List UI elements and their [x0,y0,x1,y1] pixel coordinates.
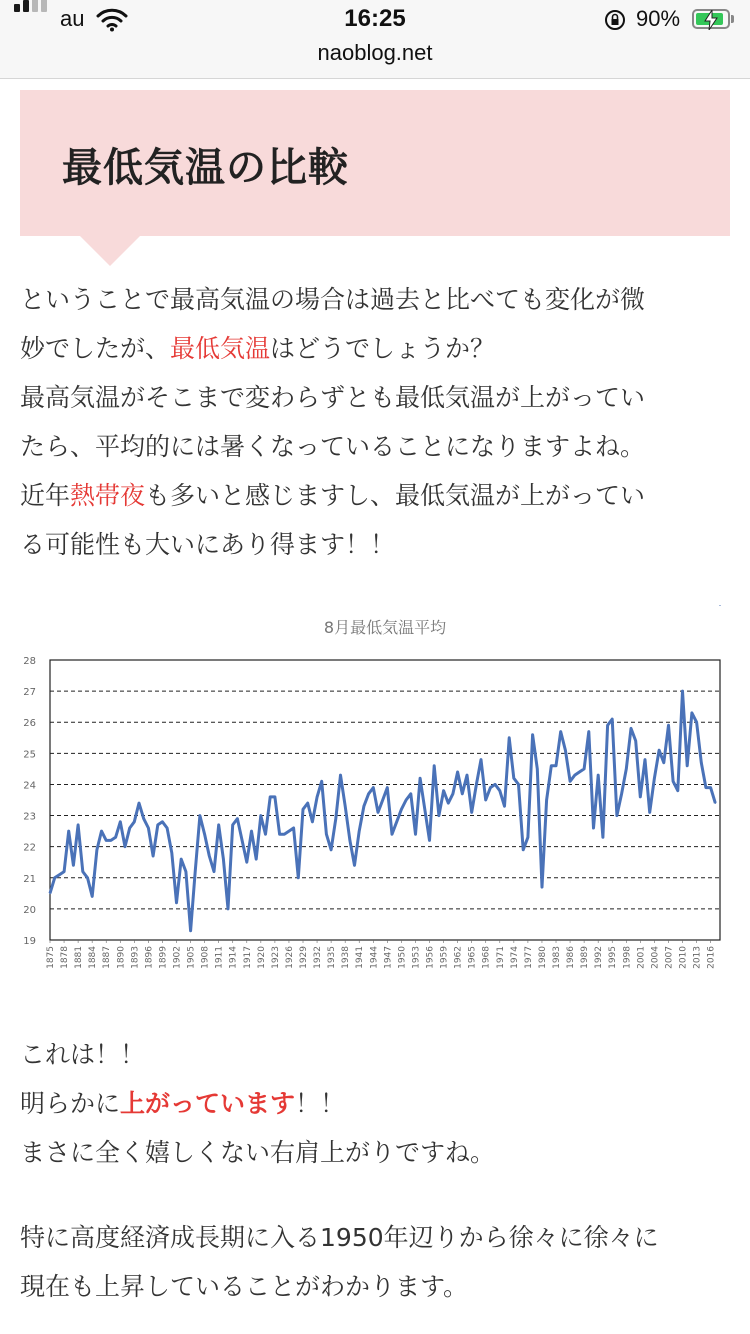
x-tick-label: 1995 [608,946,619,969]
x-tick-label: 1926 [284,946,295,969]
data-point [649,812,651,814]
x-tick-label: 1965 [467,946,478,969]
x-tick-label: 1917 [242,946,253,969]
data-point [162,821,164,823]
data-point [476,784,478,786]
data-point [105,840,107,842]
x-tick-label: 1914 [228,946,239,969]
data-point [616,815,618,817]
data-point [157,824,159,826]
data-point [110,840,112,842]
data-point [494,784,496,786]
data-point [134,821,136,823]
data-point [565,749,567,751]
x-tick-label: 1956 [425,946,436,969]
x-tick-label: 1992 [594,946,605,969]
charging-bolt-icon [704,10,718,30]
data-point [63,871,65,873]
data-point [551,765,553,767]
text-line: 現在も上昇していることがわかります。 [20,1272,469,1301]
data-point [180,858,182,860]
data-point [340,774,342,776]
browser-url-bar[interactable] [0,40,750,79]
data-point [283,833,285,835]
data-point [204,833,206,835]
data-point [546,799,548,801]
text-line: 近年 [20,481,71,510]
data-point [536,768,538,770]
data-point [640,796,642,798]
data-point [87,877,89,879]
text-line: 明らかに [20,1089,121,1118]
orientation-lock-icon [604,9,626,31]
x-tick-label: 1974 [509,946,520,969]
data-point [260,815,262,817]
data-point [527,837,529,839]
text-line: たら、平均的には暑くなっていることになりますよね。 [20,432,646,461]
x-tick-label: 1989 [580,946,591,969]
data-point [171,852,173,854]
data-point [658,749,660,751]
series-line [50,691,715,931]
x-tick-label: 1887 [102,946,113,969]
data-point [232,824,234,826]
data-point [246,861,248,863]
highlight-min-temp: 最低気温 [170,334,271,363]
text-line: 特に高度経済成長期に入る1950年辺りから徐々に徐々に [20,1223,659,1252]
data-point [223,858,225,860]
x-tick-label: 1980 [537,946,548,969]
url-text[interactable]: naoblog.net [317,40,433,65]
data-point [555,765,557,767]
x-tick-label: 1944 [369,946,380,969]
x-tick-label: 2010 [678,946,689,969]
x-tick-label: 1890 [116,946,127,969]
text-line: る可能性も大いにあり得ます！！ [20,530,396,559]
data-point [654,777,656,779]
data-point [644,759,646,761]
x-tick-label: 1977 [523,946,534,969]
data-point [447,802,449,804]
data-point [607,725,609,727]
data-point [124,846,126,848]
data-point [663,762,665,764]
x-tick-label: 1884 [88,946,99,969]
text-line: これは！！ [20,1040,146,1069]
battery-cap [731,15,734,23]
data-point [190,930,192,932]
data-point [677,790,679,792]
y-tick-label: 25 [23,749,36,761]
data-point [321,781,323,783]
data-point [143,818,145,820]
data-point [312,821,314,823]
x-tick-label: 1899 [158,946,169,969]
data-point [148,827,150,829]
carrier-label: au [60,6,85,31]
data-point [302,809,304,811]
data-point [719,605,721,606]
data-point [59,874,61,876]
data-point [471,812,473,814]
y-tick-label: 27 [23,687,36,699]
data-point [574,774,576,776]
x-tick-label: 1908 [200,946,211,969]
chart-svg [20,605,730,985]
data-point [185,871,187,873]
data-point [82,871,84,873]
x-tick-label: 1920 [256,946,267,969]
data-point [265,833,267,835]
data-point [457,771,459,773]
data-point [560,731,562,733]
data-point [532,734,534,736]
x-tick-label: 2004 [650,946,661,969]
data-point [415,833,417,835]
data-point [119,821,121,823]
data-point [710,787,712,789]
x-tick-label: 1905 [186,946,197,969]
x-tick-label: 1941 [355,946,366,969]
data-point [611,718,613,720]
data-point [68,830,70,832]
data-point [593,827,595,829]
x-tick-label: 1938 [341,946,352,969]
data-point [382,799,384,801]
data-point [372,787,374,789]
x-tick-label: 1875 [46,946,56,969]
data-point [686,765,688,767]
data-point [115,837,117,839]
data-point [541,886,543,888]
data-point [101,830,103,832]
x-tick-label: 1896 [144,946,155,969]
intro-paragraph [20,275,732,569]
data-point [227,908,229,910]
data-point [269,796,271,798]
data-point [330,849,332,851]
x-tick-label: 1947 [383,946,394,969]
data-point [499,790,501,792]
data-point [49,893,51,895]
data-point [597,774,599,776]
data-point [513,777,515,779]
data-point [433,765,435,767]
x-tick-label: 2001 [636,946,647,969]
data-point [452,793,454,795]
data-point [152,855,154,857]
text-line: ということで最高気温の場合は過去と比べても変化が微 [20,285,646,314]
data-point [194,871,196,873]
data-point [288,830,290,832]
data-point [77,824,79,826]
text-line: 妙でしたが、 [20,334,171,363]
data-point [241,840,243,842]
data-point [218,824,220,826]
data-point [401,809,403,811]
data-point [298,877,300,879]
data-point [405,799,407,801]
x-tick-label: 1986 [566,946,577,969]
data-point [166,827,168,829]
data-point [668,725,670,727]
text-line: まさに全く嬉しくない右肩上がりですね。 [20,1138,496,1167]
data-point [696,721,698,723]
data-point [508,737,510,739]
x-tick-label: 1962 [453,946,464,969]
data-point [602,837,604,839]
data-point [293,827,295,829]
text-line: も多いと感じますし、最低気温が上がってい [145,481,646,510]
data-point [279,833,281,835]
x-tick-label: 1950 [397,946,408,969]
x-tick-label: 1902 [172,946,183,969]
section-heading-text: 最低気温の比較 [62,145,349,191]
data-point [715,802,717,804]
y-tick-label: 21 [23,873,36,885]
text-line: ！！ [295,1089,346,1118]
data-point [438,815,440,817]
x-tick-label: 1959 [439,946,450,969]
data-point [485,799,487,801]
data-point [462,793,464,795]
status-bar [0,0,750,40]
data-point [480,759,482,761]
min-temperature-chart [20,605,730,985]
y-tick-label: 26 [23,718,36,730]
data-point [354,865,356,867]
data-point [209,855,211,857]
data-point [588,731,590,733]
data-point [335,818,337,820]
clock: 16:25 [344,5,406,32]
data-point [199,815,201,817]
data-point [251,830,253,832]
x-tick-label: 1878 [60,946,71,969]
data-point [625,768,627,770]
data-point [419,777,421,779]
data-point [91,896,93,898]
section-heading [20,90,730,236]
data-point [213,871,215,873]
x-tick-label: 1968 [481,946,492,969]
x-tick-label: 1983 [552,946,563,969]
data-point [504,805,506,807]
text-line: 最高気温がそこまで変わらずとも最低気温が上がってい [20,383,646,412]
data-point [569,781,571,783]
data-point [138,802,140,804]
data-point [316,796,318,798]
data-point [274,796,276,798]
data-point [410,793,412,795]
data-point [307,802,309,804]
data-point [176,902,178,904]
data-point [522,849,524,851]
data-point [96,849,98,851]
x-tick-label: 1893 [130,946,141,969]
x-tick-label: 1911 [214,946,225,969]
data-point [73,865,75,867]
detail-paragraph [20,1213,732,1311]
data-point [490,787,492,789]
data-point [349,840,351,842]
data-point [705,787,707,789]
data-point [368,793,370,795]
y-tick-label: 28 [23,656,36,667]
y-tick-label: 20 [23,904,36,916]
data-point [255,858,257,860]
chart-title: 8月最低気温平均 [323,618,447,637]
y-tick-label: 22 [23,842,36,854]
conclusion-paragraph [20,1030,732,1177]
data-point [466,774,468,776]
text-line: はどうでしょうか？ [270,334,496,363]
data-point [635,740,637,742]
x-tick-label: 2013 [692,946,703,969]
data-point [391,833,393,835]
x-tick-label: 2007 [664,946,675,969]
x-tick-label: 1971 [495,946,506,969]
data-point [621,793,623,795]
x-tick-label: 1923 [270,946,281,969]
heading-pointer [80,236,140,266]
data-point [630,728,632,730]
data-point [691,712,693,714]
y-tick-label: 24 [23,780,36,792]
data-point [129,827,131,829]
data-point [682,690,684,692]
data-point [54,877,56,879]
highlight-rising: 上がっています [120,1089,296,1118]
x-tick-label: 2016 [706,946,717,969]
data-point [579,771,581,773]
data-point [387,787,389,789]
data-point [700,762,702,764]
highlight-tropical-night: 熱帯夜 [70,481,146,510]
data-point [377,812,379,814]
data-point [672,781,674,783]
x-tick-label: 1953 [411,946,422,969]
data-point [358,830,360,832]
x-tick-label: 1881 [74,946,85,969]
data-point [583,768,585,770]
y-tick-label: 23 [23,811,36,823]
x-tick-label: 1935 [327,946,338,969]
data-point [424,809,426,811]
data-point [443,790,445,792]
data-point [237,818,239,820]
data-point [518,784,520,786]
x-tick-label: 1929 [299,946,310,969]
battery-icon [692,9,730,29]
data-point [344,805,346,807]
data-point [429,840,431,842]
x-tick-label: 1932 [313,946,324,969]
y-tick-label: 19 [23,936,36,947]
battery-percent: 90% [636,6,681,31]
data-point [396,821,398,823]
x-tick-label: 1998 [622,946,633,969]
data-point [326,833,328,835]
data-point [363,805,365,807]
